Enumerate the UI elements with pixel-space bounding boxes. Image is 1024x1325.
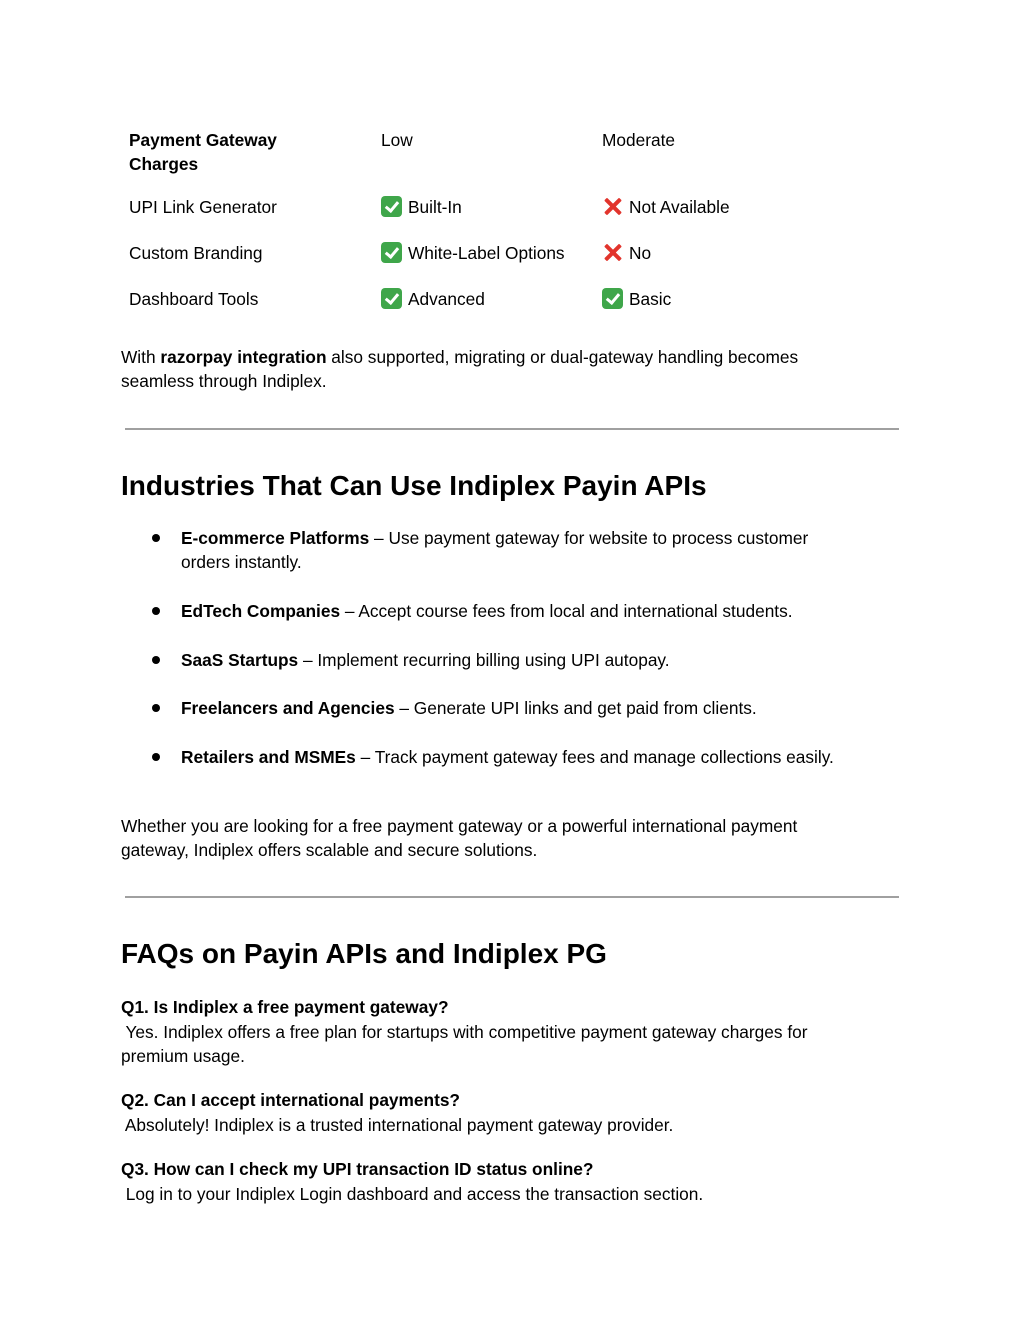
table-cell-indiplex	[381, 287, 485, 311]
list-item	[181, 599, 881, 623]
cross-icon	[602, 242, 623, 263]
cell-value: White-Label Options	[408, 243, 565, 263]
check-icon	[602, 288, 623, 309]
faq-answer: Log in to your Indiplex Login dashboard and access the transaction section.	[121, 1183, 704, 1204]
table-cell-feature: UPI Link Generator	[129, 197, 277, 217]
faq-question: Q1. Is Indiplex a free payment gateway?	[121, 997, 449, 1017]
faq-answer-line2: premium usage.	[121, 1046, 245, 1066]
note-prefix: With	[121, 347, 161, 367]
feature-label-line1: Payment Gateway	[129, 130, 277, 150]
summary-line2: gateway, Indiplex offers scalable and secure solutions.	[121, 840, 538, 860]
faq-item	[121, 1088, 881, 1137]
table-cell-feature: Custom Branding	[129, 243, 263, 263]
list-item-title: E-commerce Platforms	[181, 528, 370, 548]
list-item-text: – Accept course fees from local and international students.	[340, 601, 793, 621]
faqs-heading: FAQs on Payin APIs and Indiplex PG	[121, 938, 607, 969]
table-cell-other	[602, 287, 671, 311]
note-line2: seamless through Indiplex.	[121, 371, 327, 391]
table-cell-indiplex	[381, 241, 565, 265]
cell-value: Basic	[629, 289, 672, 309]
list-item-title: Retailers and MSMEs	[181, 747, 356, 767]
list-item	[181, 745, 881, 769]
list-item-text: – Generate UPI links and get paid from clients.	[394, 698, 757, 718]
integration-note	[121, 345, 881, 393]
check-icon	[381, 196, 402, 217]
faq-answer: Absolutely! Indiplex is a trusted international payment gateway provider.	[121, 1114, 674, 1135]
table-cell-feature	[129, 128, 277, 176]
table-cell-other	[602, 195, 730, 219]
bullet-icon	[152, 656, 160, 664]
industries-heading: Industries That Can Use Indiplex Payin APIs	[121, 470, 707, 501]
note-bold-term: razorpay integration	[160, 347, 327, 367]
list-item-title: SaaS Startups	[181, 650, 299, 670]
table-cell-other	[602, 241, 651, 265]
list-item-title: EdTech Companies	[181, 601, 341, 621]
bullet-icon	[152, 607, 160, 615]
table-cell-feature: Dashboard Tools	[129, 289, 259, 309]
list-item-text: – Track payment gateway fees and manage collections easily.	[355, 747, 834, 767]
list-item	[181, 526, 881, 574]
cell-value: Advanced	[408, 289, 485, 309]
faq-question: Q2. Can I accept international payments?	[121, 1090, 460, 1110]
list-item-text-line2: orders instantly.	[181, 552, 302, 572]
bullet-icon	[152, 534, 160, 542]
list-item-title: Freelancers and Agencies	[181, 698, 395, 718]
feature-label-line2: Charges	[129, 154, 199, 174]
cell-value: Not Available	[629, 197, 730, 217]
cell-value: No	[629, 243, 652, 263]
horizontal-rule	[125, 428, 899, 430]
bullet-icon	[152, 704, 160, 712]
bullet-icon	[152, 753, 160, 761]
horizontal-rule	[125, 896, 899, 898]
table-cell-indiplex	[381, 195, 462, 219]
faq-item	[121, 1157, 881, 1206]
note-suffix: also supported, migrating or dual-gateway handling becomes	[326, 347, 799, 367]
check-icon	[381, 242, 402, 263]
faq-answer: Yes. Indiplex offers a free plan for startups with competitive payment gateway charges for	[121, 1021, 808, 1042]
faq-question: Q3. How can I check my UPI transaction ID status online?	[121, 1159, 594, 1179]
list-item-text: – Use payment gateway for website to process customer	[369, 528, 809, 548]
cell-value: Built-In	[408, 197, 462, 217]
list-item	[181, 696, 881, 720]
faq-item	[121, 995, 881, 1069]
list-item-text: – Implement recurring billing using UPI autopay.	[298, 650, 670, 670]
table-cell-other: Moderate	[602, 130, 676, 150]
check-icon	[381, 288, 402, 309]
table-cell-indiplex: Low	[381, 130, 413, 150]
cross-icon	[602, 196, 623, 217]
industries-summary	[121, 814, 881, 862]
list-item	[181, 648, 881, 672]
summary-line1: Whether you are looking for a free payment gateway or a powerful international payment	[121, 816, 798, 836]
